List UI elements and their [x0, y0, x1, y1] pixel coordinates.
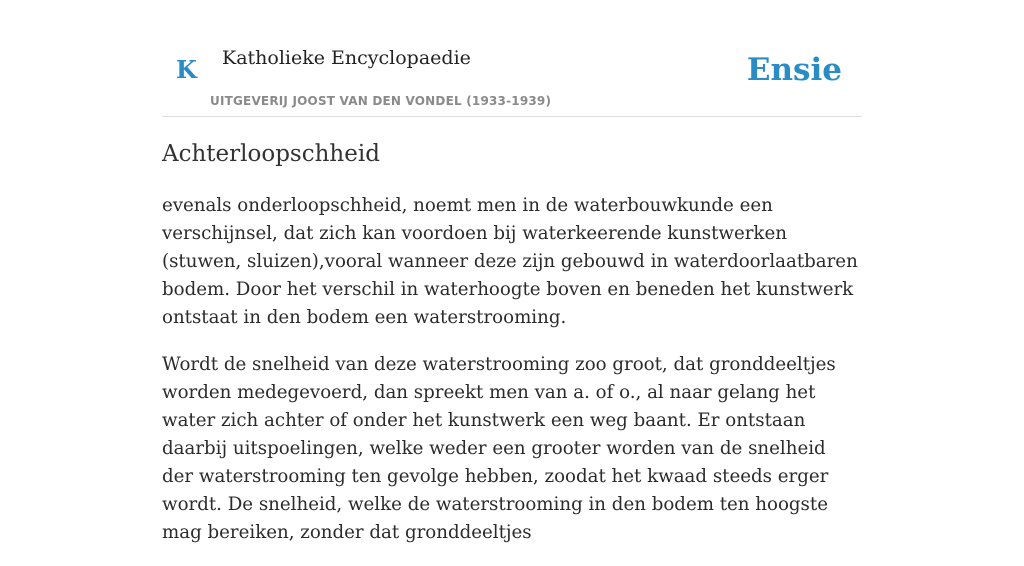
encyclopedia-logo[interactable]: K — [176, 55, 197, 84]
page-container — [162, 0, 862, 543]
site-header — [162, 0, 862, 117]
article-paragraph: evenals onderloopschheid, noemt men in de waterbouwkunde een verschijnsel, dat zich kan voordoen bij waterkeerende kunstwerken (stuwen, sluizen),vooral wanneer deze zijn gebouwd in waterdoorlaatbaren bodem. Door het verschil in waterhoogte boven en beneden het kunstwerk ontstaat in den bodem een waterstrooming. — [162, 195, 858, 328]
article-title: Achterloopschheid — [162, 141, 380, 167]
work-title[interactable]: Katholieke Encyclopaedie — [222, 47, 471, 69]
publisher-label: UITGEVERIJ JOOST VAN DEN VONDEL (1933-1939) — [210, 94, 552, 108]
ensie-logo[interactable]: Ensie — [746, 52, 842, 88]
article-body — [162, 192, 862, 566]
article-paragraph: Wordt de snelheid van deze waterstrooming zoo groot, dat gronddeeltjes worden medegevoerd, dan spreekt men van a. of o., al naar gelang het water zich achter of onder het kunstwerk een weg baant. Er ontstaan daarbij uitspoelingen, welke weder een grooter worden van de snelheid der waterstrooming ten gevolge hebben, zoodat het kwaad steeds erger wordt. De snelheid, welke de waterstrooming in den bodem ten hoogste mag bereiken, zonder dat gronddeeltjes — [162, 354, 836, 543]
